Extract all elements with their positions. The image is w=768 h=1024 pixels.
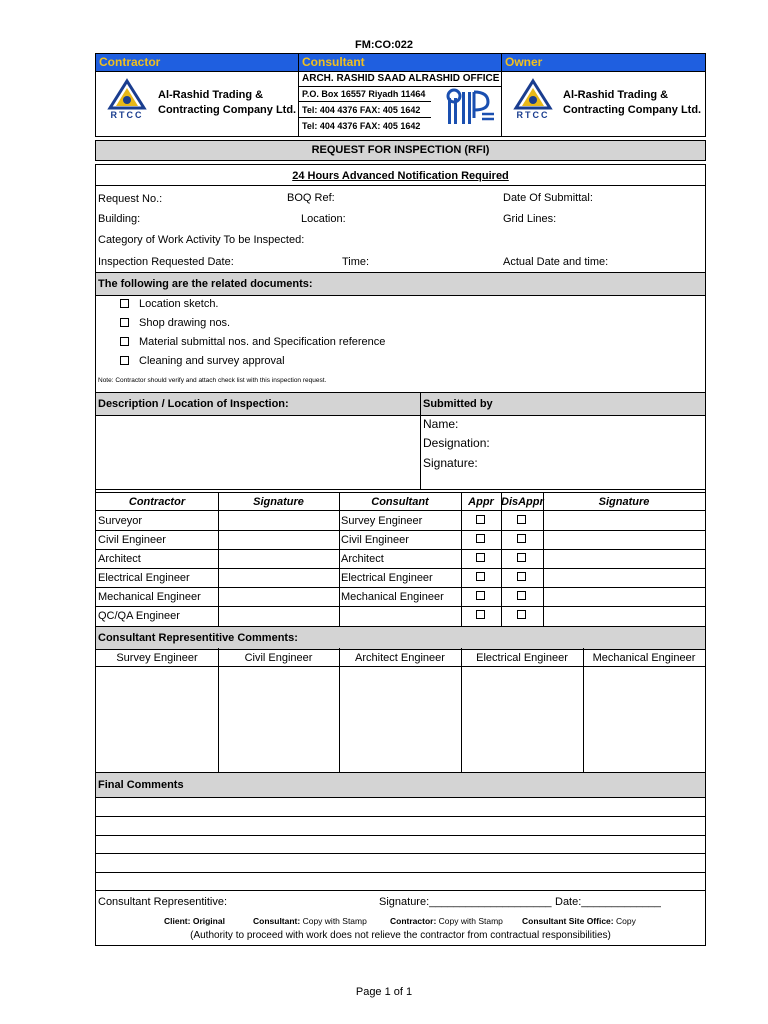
request-no-label: Request No.: [98, 193, 163, 205]
shop-drawing-checkbox[interactable] [120, 318, 129, 327]
consultant-po: P.O. Box 16557 Riyadh 11464 [302, 89, 426, 99]
signature-line: Signature:____________________ [379, 896, 552, 908]
comments-heading: Consultant Representitive Comments: [98, 632, 298, 644]
submitted-name-label: Name: [423, 417, 459, 431]
description-heading: Description / Location of Inspection: [98, 398, 289, 410]
document-item: Material submittal nos. and Specification reference [139, 336, 386, 348]
rtcc-logo: RTCC [104, 78, 150, 124]
grid-lines-label: Grid Lines: [503, 213, 557, 225]
inspection-date-label: Inspection Requested Date: [98, 256, 234, 268]
location-label: Location: [301, 213, 346, 225]
col-signature: Signature [253, 496, 304, 508]
page-title: REQUEST FOR INSPECTION (RFI) [311, 144, 490, 156]
documents-heading: The following are the related documents: [98, 278, 313, 290]
disappr-checkbox[interactable] [517, 515, 526, 524]
contractor-name-line1: Al-Rashid Trading & [158, 89, 264, 101]
appr-checkbox[interactable] [476, 553, 485, 562]
material-submittal-checkbox[interactable] [120, 337, 129, 346]
contractor-role: Civil Engineer [98, 534, 166, 546]
contractor-role: QC/QA Engineer [98, 610, 180, 622]
consultant-logo-icon [444, 88, 496, 128]
owner-label: Owner [502, 54, 705, 71]
final-heading: Final Comments [98, 779, 184, 791]
consultant-role: Architect [341, 553, 384, 565]
date-of-submittal-label: Date Of Submittal: [503, 192, 593, 204]
category-label: Category of Work Activity To be Inspected: [98, 234, 305, 246]
distribution-consultant: Consultant: Copy with Stamp [253, 916, 367, 926]
contractor-role: Mechanical Engineer [98, 591, 201, 603]
col-appr: Appr [468, 496, 494, 508]
consultant-label: Consultant [299, 54, 501, 71]
col-contractor: Contractor [128, 496, 186, 508]
owner-name-line1: Al-Rashid Trading & [563, 89, 669, 101]
owner-rtcc-logo: RTCC [510, 78, 556, 124]
col-signature2: Signature [598, 496, 650, 508]
contractor-label: Contractor [96, 54, 298, 71]
disappr-checkbox[interactable] [517, 591, 526, 600]
boq-ref-label: BOQ Ref: [287, 192, 335, 204]
contractor-role: Architect [98, 553, 141, 565]
consultant-role: Electrical Engineer [341, 572, 433, 584]
submitted-designation-label: Designation: [423, 436, 490, 450]
submitted-by-heading: Submitted by [423, 398, 493, 410]
col-consultant: Consultant [371, 496, 429, 508]
distribution-contractor: Contractor: Copy with Stamp [390, 916, 503, 926]
disappr-checkbox[interactable] [517, 572, 526, 581]
consultant-tel1: Tel: 404 4376 FAX: 405 1642 [302, 105, 421, 115]
final-heading-bar [96, 772, 705, 798]
location-sketch-checkbox[interactable] [120, 299, 129, 308]
actual-date-label: Actual Date and time: [503, 256, 609, 268]
consultant-role: Mechanical Engineer [341, 591, 444, 603]
appr-checkbox[interactable] [476, 610, 485, 619]
comment-col-survey: Survey Engineer [116, 652, 198, 664]
date-line: Date:_____________ [555, 896, 661, 908]
documents-note: Note: Contractor should verify and attach check list with this inspection request. [98, 377, 327, 384]
consultant-logo [444, 88, 496, 128]
authority-note: (Authority to proceed with work does not relieve the contractor from contractual responsibilities) [190, 930, 611, 941]
document-item: Location sketch. [139, 298, 219, 310]
disappr-checkbox[interactable] [517, 610, 526, 619]
document-item: Cleaning and survey approval [139, 355, 285, 367]
representative-label: Consultant Representitive: [98, 896, 228, 908]
appr-checkbox[interactable] [476, 534, 485, 543]
comment-col-architect: Architect Engineer [355, 652, 445, 664]
appr-checkbox[interactable] [476, 591, 485, 600]
consultant-tel2: Tel: 404 4376 FAX: 405 1642 [302, 121, 421, 131]
col-disappr: DisAppr [501, 496, 544, 508]
document-item: Shop drawing nos. [139, 317, 231, 329]
submitted-signature-label: Signature: [423, 456, 478, 470]
disappr-checkbox[interactable] [517, 534, 526, 543]
contractor-role: Electrical Engineer [98, 572, 190, 584]
appr-checkbox[interactable] [476, 572, 485, 581]
distribution-client: Client: Original [164, 916, 225, 926]
consultant-office: ARCH. RASHID SAAD ALRASHID OFFICE [302, 73, 500, 84]
consultant-role: Survey Engineer [341, 515, 423, 527]
building-label: Building: [98, 213, 141, 225]
contractor-role: Surveyor [98, 515, 143, 527]
comment-col-mechanical: Mechanical Engineer [592, 652, 696, 664]
time-label: Time: [342, 256, 370, 268]
contractor-name-line2: Contracting Company Ltd. [158, 104, 297, 116]
disappr-checkbox[interactable] [517, 553, 526, 562]
comment-col-civil: Civil Engineer [244, 652, 313, 664]
notification: 24 Hours Advanced Notification Required [292, 170, 509, 182]
appr-checkbox[interactable] [476, 515, 485, 524]
consultant-role: Civil Engineer [341, 534, 409, 546]
form-code: FM:CO:022 [354, 39, 414, 51]
distribution-site-office: Consultant Site Office: Copy [522, 916, 636, 926]
cleaning-survey-checkbox[interactable] [120, 356, 129, 365]
comment-col-electrical: Electrical Engineer [476, 652, 568, 664]
owner-name-line2: Contracting Company Ltd. [563, 104, 702, 116]
page-number: Page 1 of 1 [355, 986, 413, 998]
